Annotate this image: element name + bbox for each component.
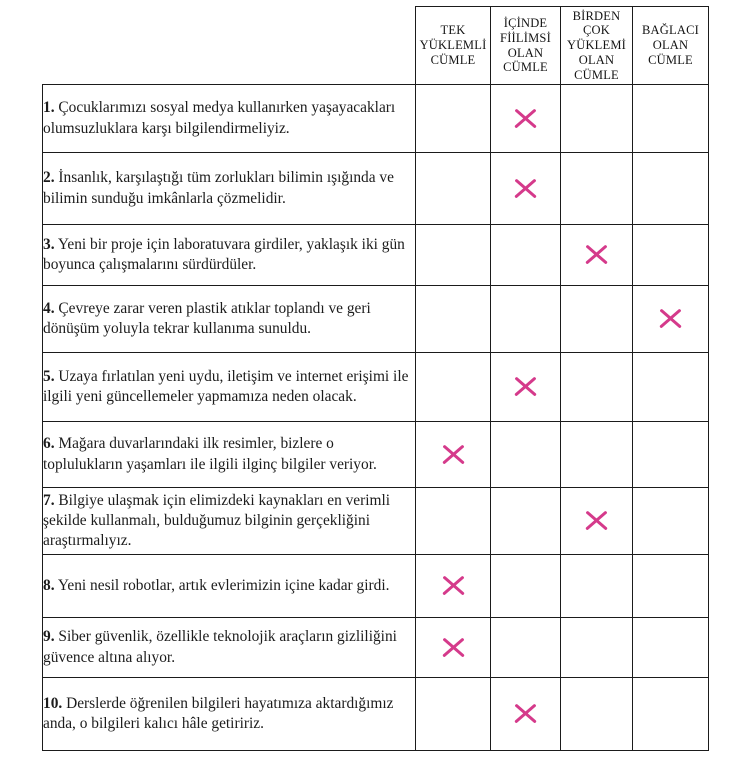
x-mark-icon [440,635,466,661]
sentence-cell [43,286,416,353]
mark-cell-empty[interactable] [491,422,561,488]
mark-cell-checked[interactable] [561,488,633,555]
sentence-number: 2. [43,169,55,187]
mark-cell-checked[interactable] [416,422,491,488]
mark-cell-empty[interactable] [633,488,709,555]
sentence-number: 6. [43,435,55,453]
empty-mark-slot [513,242,539,268]
table-row [43,422,709,488]
empty-mark-slot [440,306,466,332]
empty-mark-slot [440,374,466,400]
mark-cell-empty[interactable] [491,286,561,353]
mark-cell-empty[interactable] [416,678,491,751]
mark-cell-checked[interactable] [491,153,561,225]
mark-cell-empty[interactable] [633,353,709,422]
empty-mark-slot [584,635,610,661]
table-row [43,286,709,353]
mark-cell-empty[interactable] [633,422,709,488]
empty-mark-slot [584,176,610,202]
sentence-cell [43,488,416,555]
table-row [43,353,709,422]
table-body [43,85,709,751]
sentence-cell [43,85,416,153]
sentence-number: 3. [43,235,55,253]
sentence-cell [43,353,416,422]
x-mark-icon [513,374,539,400]
sentence-text: Bilgiye ulaşmak için elimizdeki kaynakları en verimli şekilde kullanmalı, bulduğumuz bilginin gerçekliğini araştırmalıyız. [43,491,391,549]
mark-cell-empty[interactable] [633,555,709,618]
empty-mark-slot [584,374,610,400]
mark-cell-empty[interactable] [491,555,561,618]
mark-cell-checked[interactable] [416,555,491,618]
empty-mark-slot [584,573,610,599]
sentence-text: Mağara duvarlarındaki ilk resimler, bizlere o toplulukların yaşamları ile ilgili ilginç bilgiler veriyor. [43,435,377,473]
sentence-cell [43,618,416,678]
mark-cell-empty[interactable] [416,488,491,555]
empty-mark-slot [440,701,466,727]
x-mark-icon [513,176,539,202]
empty-mark-slot [658,701,684,727]
x-mark-icon [513,106,539,132]
table-row [43,488,709,555]
sentence-number: 5. [43,367,55,385]
mark-cell-empty[interactable] [491,618,561,678]
sentence-number: 7. [43,491,55,509]
empty-mark-slot [658,442,684,468]
empty-mark-slot [513,442,539,468]
column-header-tek-yuklemli-cumle: TEK YÜKLEMLİ CÜMLE [416,7,491,85]
mark-cell-empty[interactable] [561,153,633,225]
header-row [43,7,709,85]
table-row [43,678,709,751]
mark-cell-empty[interactable] [416,353,491,422]
table-row [43,153,709,225]
mark-cell-checked[interactable] [491,678,561,751]
mark-cell-empty[interactable] [416,225,491,286]
empty-mark-slot [584,701,610,727]
column-header-icinde-fiilimsi-olan-cumle: İÇİNDE FİİLİMSİ OLAN CÜMLE [491,7,561,85]
empty-mark-slot [513,306,539,332]
mark-cell-empty[interactable] [561,286,633,353]
sentence-text: Yeni nesil robotlar, artık evlerimizin içine kadar girdi. [57,576,390,594]
mark-cell-empty[interactable] [416,85,491,153]
x-mark-icon [513,701,539,727]
mark-cell-empty[interactable] [561,422,633,488]
x-mark-icon [584,508,610,534]
mark-cell-empty[interactable] [561,555,633,618]
empty-mark-slot [658,573,684,599]
table-header [43,7,709,85]
sentence-number: 10. [43,694,63,712]
mark-cell-empty[interactable] [633,225,709,286]
header-spacer-cell [43,7,416,85]
empty-mark-slot [658,242,684,268]
mark-cell-empty[interactable] [633,678,709,751]
sentence-number: 9. [43,628,55,646]
empty-mark-slot [658,106,684,132]
column-header-baglaci-olan-cumle: BAĞLACI OLAN CÜMLE [633,7,709,85]
sentence-cell [43,422,416,488]
table-row [43,555,709,618]
mark-cell-checked[interactable] [491,353,561,422]
sentence-text: Siber güvenlik, özellikle teknolojik araçların gizliliğini güvence altına alıyor. [43,628,397,666]
sentence-cell [43,225,416,286]
table-row [43,618,709,678]
mark-cell-empty[interactable] [561,353,633,422]
mark-cell-checked[interactable] [633,286,709,353]
x-mark-icon [584,242,610,268]
x-mark-icon [658,306,684,332]
column-header-birden-cok-yuklemi-olan-cumle: BİRDEN ÇOK YÜKLEMİ OLAN CÜMLE [561,7,633,85]
sentence-cell [43,555,416,618]
sentence-text: Çevreye zarar veren plastik atıklar toplandı ve geri dönüşüm yoluyla tekrar kullanıma sunuldu. [43,299,371,337]
mark-cell-checked[interactable] [491,85,561,153]
sentence-text: Derslerde öğrenilen bilgileri hayatımıza aktardığımız anda, o bilgileri kalıcı hâle getiririz. [43,694,394,732]
mark-cell-empty[interactable] [416,286,491,353]
empty-mark-slot [584,442,610,468]
mark-cell-empty[interactable] [491,225,561,286]
empty-mark-slot [658,508,684,534]
empty-mark-slot [513,573,539,599]
sentence-text: İnsanlık, karşılaştığı tüm zorlukları bilimin ışığında ve bilimin sunduğu imkânlarla çözmelidir. [43,169,394,207]
mark-cell-empty[interactable] [491,488,561,555]
table-row [43,225,709,286]
empty-mark-slot [658,176,684,202]
empty-mark-slot [584,106,610,132]
x-mark-icon [440,442,466,468]
empty-mark-slot [658,635,684,661]
mark-cell-empty[interactable] [633,153,709,225]
mark-cell-empty[interactable] [633,85,709,153]
empty-mark-slot [440,242,466,268]
sentence-classification-table [42,6,709,751]
mark-cell-checked[interactable] [561,225,633,286]
empty-mark-slot [513,635,539,661]
empty-mark-slot [584,306,610,332]
mark-cell-empty[interactable] [561,678,633,751]
sentence-text: Yeni bir proje için laboratuvara girdiler, yaklaşık iki gün boyunca çalışmalarını sürdürdüler. [43,235,405,273]
mark-cell-checked[interactable] [416,618,491,678]
mark-cell-empty[interactable] [561,85,633,153]
empty-mark-slot [658,374,684,400]
sentence-number: 4. [43,299,55,317]
sentence-number: 1. [43,99,55,117]
empty-mark-slot [513,508,539,534]
empty-mark-slot [440,508,466,534]
sentence-cell [43,153,416,225]
sentence-text: Çocuklarımızı sosyal medya kullanırken yaşayacakları olumsuzluklara karşı bilgilendirmeliyiz. [43,99,396,137]
sentence-number: 8. [43,576,55,594]
mark-cell-empty[interactable] [416,153,491,225]
sentence-cell [43,678,416,751]
mark-cell-empty[interactable] [561,618,633,678]
empty-mark-slot [440,106,466,132]
sentence-text: Uzaya fırlatılan yeni uydu, iletişim ve internet erişimi ile ilgili yeni güncellemeler yapmamıza neden olacak. [43,367,409,405]
table-row [43,85,709,153]
mark-cell-empty[interactable] [633,618,709,678]
empty-mark-slot [440,176,466,202]
x-mark-icon [440,573,466,599]
